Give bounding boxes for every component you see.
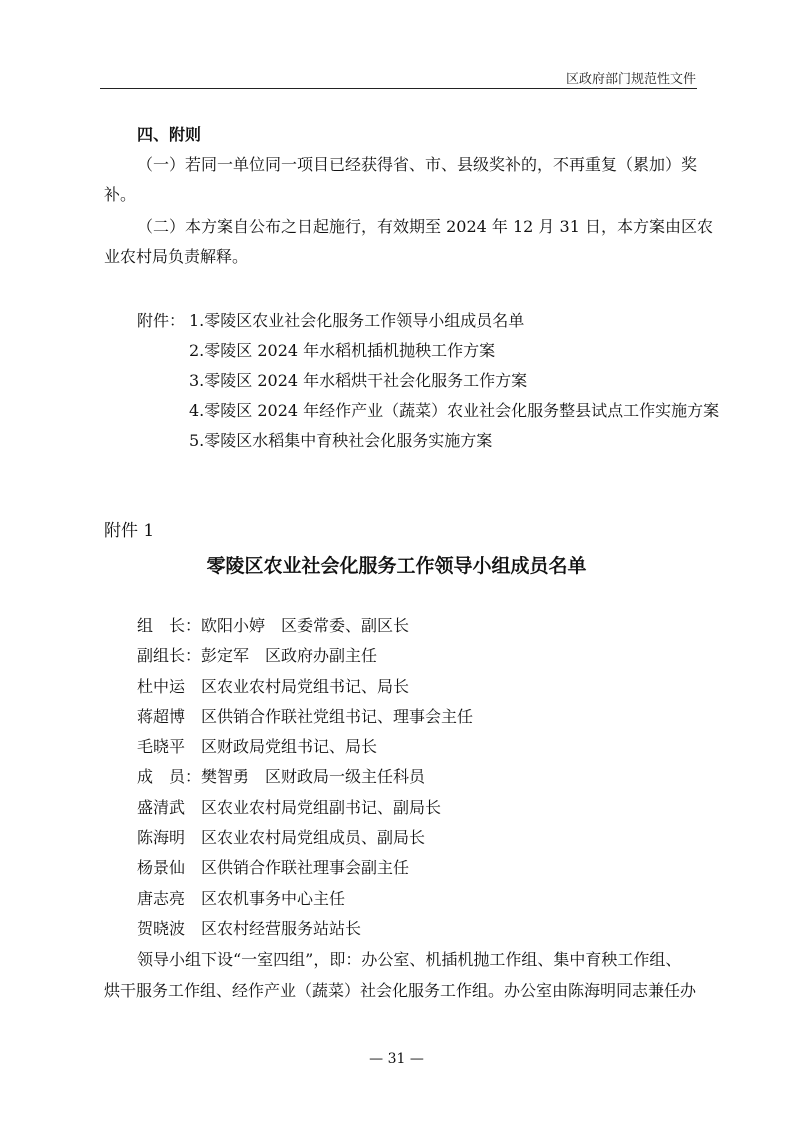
paragraph-line: 业农村局负责解释。 <box>104 247 249 266</box>
member-row: 贺晓波 区农村经营服务站站长 <box>137 919 362 938</box>
header-divider <box>100 88 697 89</box>
attachment-item: 3.零陵区 2024 年水稻烘干社会化服务工作方案 <box>189 371 528 390</box>
member-row: 杨景仙 区供销合作联社理事会副主任 <box>137 858 410 877</box>
attachment-title: 零陵区农业社会化服务工作领导小组成员名单 <box>206 555 587 577</box>
attachment-item: 2.零陵区 2024 年水稻机插机抛秧工作方案 <box>189 341 496 360</box>
member-row: 毛晓平 区财政局党组书记、局长 <box>137 737 378 756</box>
attachment-item: 5.零陵区水稻集中育秧社会化服务实施方案 <box>189 431 493 450</box>
attachment-item: 1.零陵区农业社会化服务工作领导小组成员名单 <box>189 311 525 330</box>
paragraph-line: （二）本方案自公布之日起施行，有效期至 2024 年 12 月 31 日，本方案由区农 <box>137 217 713 236</box>
member-row: 副组长：彭定军 区政府办副主任 <box>137 646 378 665</box>
paragraph-line: 烘干服务工作组、经作产业（蔬菜）社会化服务工作组。办公室由陈海明同志兼任办 <box>104 981 697 1000</box>
member-row: 唐志亮 区农机事务中心主任 <box>137 889 346 908</box>
member-row: 成 员：樊智勇 区财政局一级主任科员 <box>137 767 426 786</box>
section-heading: 四、附则 <box>137 125 202 144</box>
attachment-item: 4.零陵区 2024 年经作产业（蔬菜）农业社会化服务整县试点工作实施方案 <box>189 401 720 420</box>
member-row: 杜中运 区农业农村局党组书记、局长 <box>137 677 410 696</box>
paragraph-line: 补。 <box>104 185 137 204</box>
attachment-label: 附件 1 <box>104 521 155 541</box>
paragraph-line: （一）若同一单位同一项目已经获得省、市、县级奖补的，不再重复（累加）奖 <box>137 155 698 174</box>
paragraph-line: 领导小组下设“一室四组”，即：办公室、机插机抛工作组、集中育秧工作组、 <box>137 950 682 969</box>
member-row: 盛清武 区农业农村局党组副书记、副局长 <box>137 798 442 817</box>
member-row: 陈海明 区农业农村局党组成员、副局长 <box>137 828 426 847</box>
member-row: 蒋超博 区供销合作联社党组书记、理事会主任 <box>137 707 474 726</box>
page-number: — 31 — <box>369 1051 424 1067</box>
attachments-label: 附件： <box>137 311 186 330</box>
document-header: 区政府部门规范性文件 <box>565 72 696 87</box>
member-row: 组 长：欧阳小婷 区委常委、副区长 <box>137 616 410 635</box>
